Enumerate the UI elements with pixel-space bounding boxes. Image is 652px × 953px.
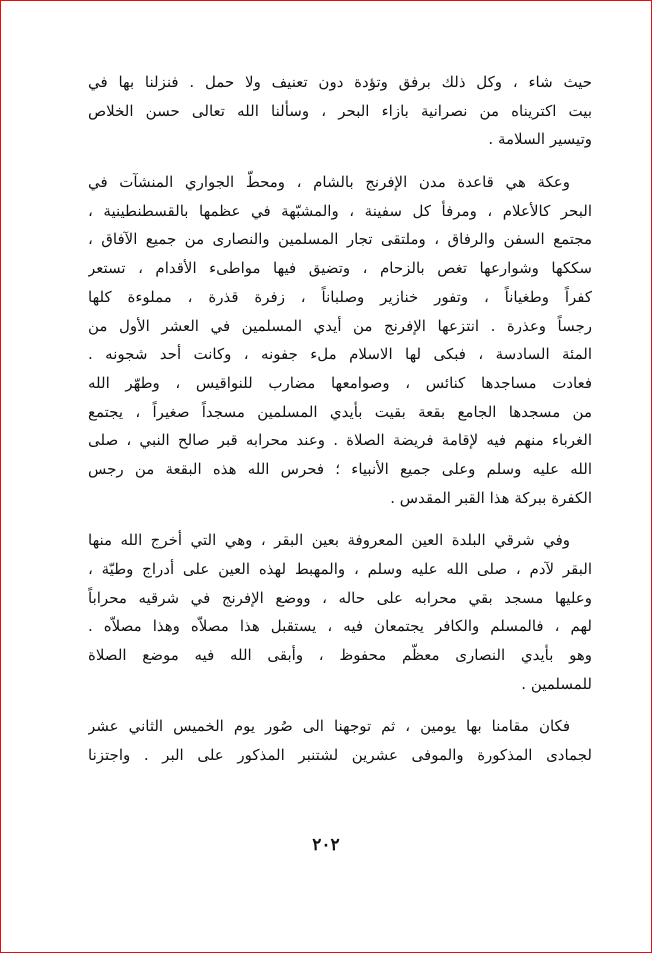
paragraph-4 xyxy=(88,712,592,769)
text-line: كفراً وطغياناً ، وتفور خنازير وصلباناً ، زفرة قذرة ، مملوءة كلها xyxy=(88,287,592,306)
page-number: ٢٠٢ xyxy=(312,835,340,855)
text-line: البحر كالأعلام ، ومرفأ كل سفينة ، والمشبّهة في عظمها بالقسطنطينية ، xyxy=(88,201,592,220)
book-page-text xyxy=(88,68,592,770)
text-line: وعليها مسجد بقي محرابه على حاله ، ووضع الإفرنج في شرقيه محراباً xyxy=(88,588,592,607)
text-line: للمسلمين . xyxy=(521,674,592,693)
text-line: وهو بأيدي النصارى معظّم محفوظ ، وأبقى الله فيه موضع الصلاة xyxy=(88,646,592,665)
text-line: الكفرة ببركة هذا القبر المقدس . xyxy=(390,488,592,507)
text-line: الله عليه وسلم وعلى جميع الأنبياء ؛ فحرس الله هذه البقعة من رجس xyxy=(88,459,592,478)
text-line: لهم ، فالمسلم والكافر يجتمعان فيه ، يستقبل هذا مصلاّه وهذا مصلاّه . xyxy=(88,617,592,636)
paragraph-1 xyxy=(88,68,592,154)
text-line: وعكة هي قاعدة مدن الإفرنج بالشام ، ومحطّ الجواري المنشآت في xyxy=(88,173,570,192)
text-line: لجمادى المذكورة والموفى عشرين لشتنبر المذكور على البر . واجتزنا xyxy=(88,746,592,765)
text-line: الغرباء منهم فيه لإقامة فريضة الصلاة . وعند محرابه قبر صالح النبي ، صلى xyxy=(88,431,592,450)
text-line: المئة السادسة ، فبكى لها الاسلام ملء جفونه ، وكانت أحد شجونه . xyxy=(88,345,592,364)
text-line: حيث شاء ، وكل ذلك برفق وتؤدة دون تعنيف ولا حمل . فنزلنا بها في xyxy=(88,73,592,91)
text-line: وتيسير السلامة . xyxy=(488,130,592,149)
text-line: بيت اكتريناه من نصرانية بازاء البحر ، وسألنا الله تعالى حسن الخلاص xyxy=(88,101,592,120)
text-line: فكان مقامنا بها يومين ، ثم توجهنا الى صُور يوم الخميس الثاني عشر xyxy=(88,717,570,736)
text-line: من مسجدها الجامع بقعة بقيت بأيدي المسلمين مسجداً صغيراً ، يجتمع xyxy=(88,402,592,421)
paragraph-3 xyxy=(88,526,592,698)
text-line: وفي شرقي البلدة العين المعروفة بعين البقر ، وهي التي أخرج الله منها xyxy=(88,531,570,550)
paragraph-2 xyxy=(88,168,592,512)
text-line: سككها وشوارعها تغص بالزحام ، وتضيق فيها مواطىء الأقدام ، تستعر xyxy=(88,259,592,278)
text-line: رجساً وعذرة . انتزعها الإفرنج من أيدي المسلمين في العشر الأول من xyxy=(88,316,592,335)
text-line: البقر لآدم ، صلى الله عليه وسلم ، والمهبط لهذه العين على أدراج وطيّة ، xyxy=(88,560,592,578)
text-line: مجتمع السفن والرفاق ، وملتقى تجار المسلمين والنصارى من جميع الآفاق ، xyxy=(88,230,592,249)
text-line: فعادت مساجدها كنائس ، وصوامعها مضارب للنواقيس ، وطهّر الله xyxy=(88,373,592,392)
